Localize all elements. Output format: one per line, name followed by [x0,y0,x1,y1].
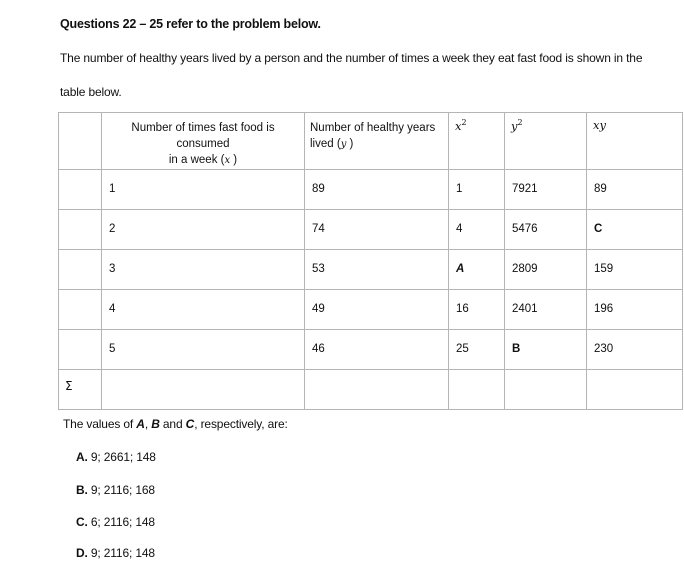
header-y-line1: Number of healthy years [310,122,436,134]
sum-x [102,370,305,410]
intro-line-2: table below. [60,85,122,99]
table-row [59,330,683,370]
header-x-line2-post: ) [230,154,238,166]
row-label [59,330,102,370]
intro-line-1: The number of healthy years lived by a person and the number of times a week they eat fast food is shown in the [60,51,643,65]
heading: Questions 22 – 25 refer to the problem below. [60,17,321,31]
sum-xy [587,370,683,410]
cell-xy-value: 159 [594,263,614,275]
option-d-letter: D. [76,546,88,560]
cell-x2 [449,290,505,330]
header-x-line2-pre: in a week ( [168,154,225,166]
cell-y2 [505,330,587,370]
question-text [63,417,288,431]
header-x2 [449,113,505,170]
cell-xy-value: 196 [594,303,614,315]
header-y [305,113,449,170]
cell-x2-value: 16 [456,303,469,315]
cell-y2 [505,210,587,250]
cell-xy [587,330,683,370]
table-row [59,250,683,290]
cell-y [305,170,449,210]
cell-x [102,170,305,210]
header-y2-base: y [511,118,518,133]
cell-y [305,250,449,290]
question-var-c: C [185,417,195,431]
cell-xy-value: 230 [594,343,614,355]
header-x2-exp: 2 [461,118,467,127]
header-y2 [505,113,587,170]
header-empty [59,113,102,170]
sum-x2 [449,370,505,410]
row-label [59,170,102,210]
row-label [59,250,102,290]
header-xy [587,113,683,170]
question-suffix: , respectively, are: [194,417,288,431]
cell-y2 [505,250,587,290]
cell-x [102,330,305,370]
cell-y-value: 46 [312,343,325,355]
sum-label [59,370,102,410]
cell-x2 [449,210,505,250]
sigma-symbol: Σ [65,379,73,393]
header-x-var: x [224,155,231,166]
row-label [59,290,102,330]
table-row [59,210,683,250]
sum-y2 [505,370,587,410]
cell-xy [587,290,683,330]
cell-y2-value: 2401 [512,303,538,315]
cell-y2 [505,170,587,210]
cell-x2 [449,170,505,210]
question-and: and [159,417,186,431]
option-c-letter: C. [76,515,88,529]
cell-x2-value: 1 [456,183,463,195]
cell-y [305,330,449,370]
cell-x2-value: 25 [456,343,469,355]
option-a-text: 9; 2661; 148 [87,450,156,464]
cell-x-value: 1 [109,183,116,195]
option-d-text: 9; 2116; 148 [87,546,155,560]
header-y-line2-pre: lived ( [310,138,341,150]
cell-y-value: 74 [312,223,325,235]
cell-x-value: 4 [109,303,116,315]
option-b-text: 9; 2116; 168 [87,483,155,497]
question-var-b: B [151,417,160,431]
option-b[interactable] [76,483,155,497]
cell-xy-value: 89 [594,183,607,195]
cell-y2 [505,290,587,330]
option-c-text: 6; 2116; 148 [87,515,155,529]
sum-row [59,370,683,410]
header-y-var: y [340,139,347,150]
row-label [59,210,102,250]
question-var-a: A [136,417,145,431]
header-y-line2-post: ) [346,138,354,150]
cell-y2-value: 2809 [512,263,538,275]
cell-xy-unknown-c: C [594,223,603,235]
cell-x2-value: 4 [456,223,463,235]
option-d[interactable] [76,546,155,560]
cell-x-value: 3 [109,263,116,275]
cell-y [305,290,449,330]
cell-x [102,210,305,250]
header-y2-exp: 2 [517,118,523,127]
cell-x2 [449,330,505,370]
cell-y2-value: 7921 [512,183,538,195]
cell-x [102,290,305,330]
cell-y-value: 49 [312,303,325,315]
cell-y-value: 89 [312,183,325,195]
cell-xy [587,210,683,250]
cell-y2-unknown-b: B [512,343,521,355]
option-c[interactable] [76,515,155,529]
cell-x2-unknown-a: A [456,263,465,275]
cell-x-value: 2 [109,223,116,235]
cell-x-value: 5 [109,343,116,355]
option-a-letter: A. [76,450,88,464]
header-xy-label: xy [593,118,606,132]
cell-x [102,250,305,290]
table-row [59,170,683,210]
option-a[interactable] [76,450,156,464]
table-row [59,290,683,330]
question-comma: , [144,417,152,431]
cell-y-value: 53 [312,263,325,275]
question-prefix: The values of [63,417,137,431]
header-x [102,113,305,170]
option-b-letter: B. [76,483,88,497]
cell-y2-value: 5476 [512,223,538,235]
cell-xy [587,250,683,290]
header-x2-base: x [455,118,462,133]
cell-x2 [449,250,505,290]
data-table [58,112,683,410]
sum-y [305,370,449,410]
header-x-line1: Number of times fast food is consumed [131,122,275,150]
table-header-row [59,113,683,170]
cell-y [305,210,449,250]
cell-xy [587,170,683,210]
